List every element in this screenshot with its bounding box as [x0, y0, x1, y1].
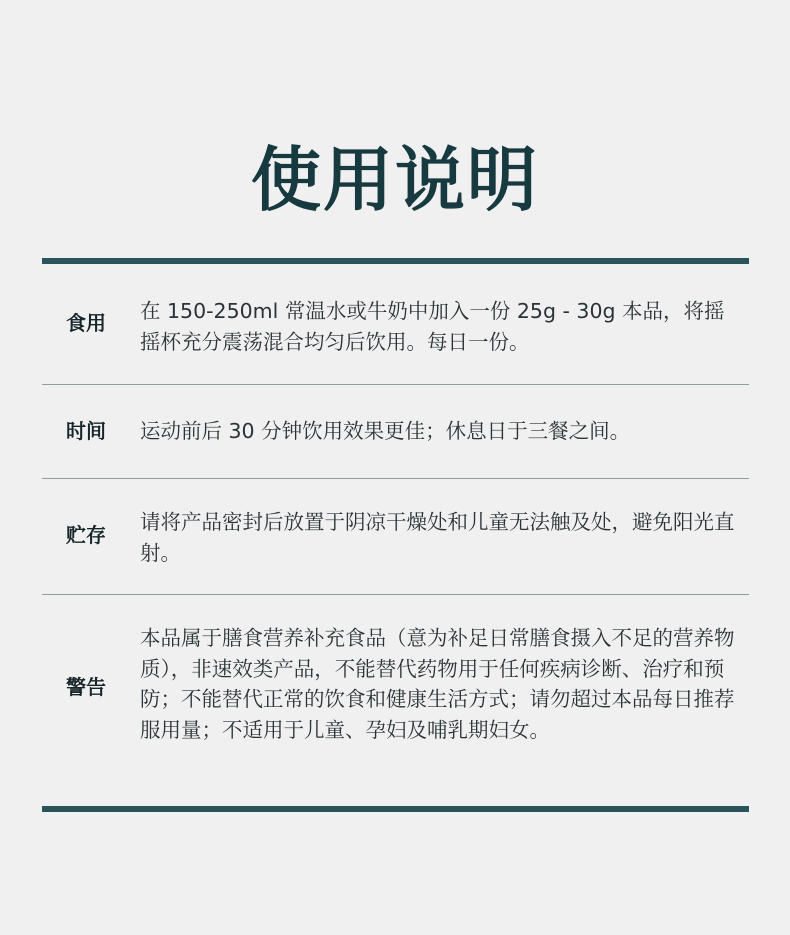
- page-title: 使用说明: [251, 139, 539, 221]
- section-text: 请将产品密封后放置于阴凉干燥处和儿童无法触及处，避免阳光直射。: [140, 510, 735, 565]
- section-label: 时间: [66, 419, 106, 443]
- section-divider: [42, 478, 749, 479]
- section-label: 警告: [66, 675, 106, 699]
- section-text: 本品属于膳食营养补充食品（意为补足日常膳食摄入不足的营养物质），非速效类产品，不能替代药物用于任何疾病诊断、治疗和预防；不能替代正常的饮食和健康生活方式；请勿超过本品每日推荐服用量；不适用于儿童、孕妇及哺乳期妇女。: [140, 626, 735, 742]
- section-text: 运动前后 30 分钟饮用效果更佳；休息日于三餐之间。: [140, 419, 631, 443]
- section-text: 在 150-250ml 常温水或牛奶中加入一份 25g - 30g 本品，将摇摇杯充分震荡混合均匀后饮用。每日一份。: [140, 299, 725, 354]
- section-label: 食用: [66, 311, 106, 335]
- section-divider: [42, 594, 749, 595]
- top-divider: [42, 258, 749, 264]
- section-label: 贮存: [66, 523, 106, 547]
- bottom-divider: [42, 806, 749, 812]
- section-divider: [42, 384, 749, 385]
